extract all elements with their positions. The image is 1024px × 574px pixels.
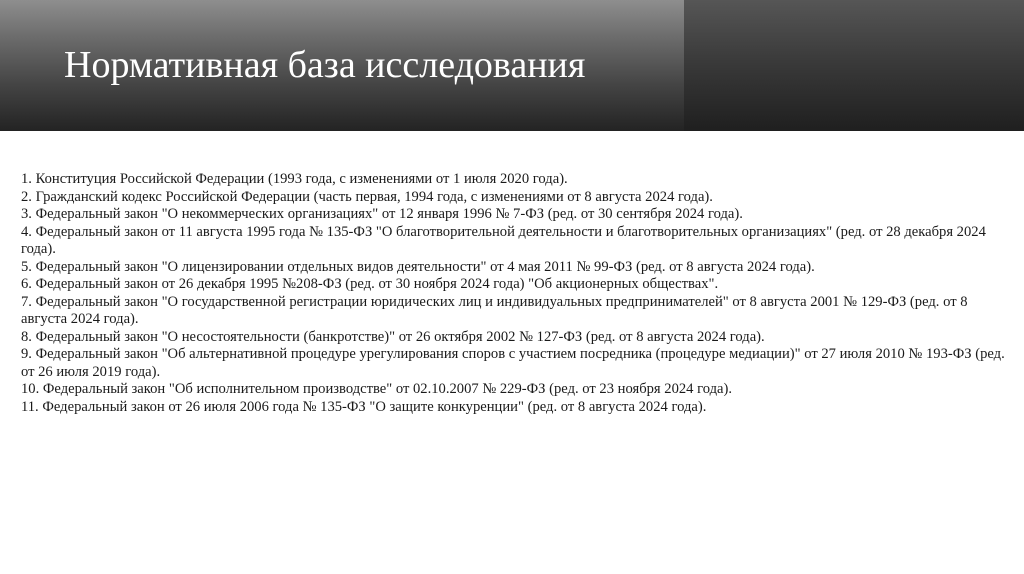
list-item: 9. Федеральный закон "Об альтернативной процедуре урегулирования споров с участием посредника (процедуре медиации)" от 27 июля 2010 № 193-ФЗ (ред. от 26 июля 2019 года). [21, 346, 1005, 380]
list-item: 10. Федеральный закон "Об исполнительном производстве" от 02.10.2007 № 229-ФЗ (ред. от 23 ноября 2024 года). [21, 381, 733, 397]
list-item: 3. Федеральный закон "О некоммерческих организациях" от 12 января 1996 № 7-ФЗ (ред. от 30 сентября 2024 года). [21, 206, 743, 222]
list-item: 7. Федеральный закон "О государственной регистрации юридических лиц и индивидуальных предпринимателей" от 8 августа 2001 № 129-ФЗ (ред. от 8 августа 2024 года). [21, 293, 968, 327]
list-item: 2. Гражданский кодекс Российской Федерации (часть первая, 1994 года, с изменениями от 8 августа 2024 года). [21, 188, 713, 205]
legal-acts-list [21, 171, 1006, 416]
list-item: 8. Федеральный закон "О несостоятельности (банкротстве)" от 26 октября 2002 № 127-ФЗ (ред. от 8 августа 2024 года). [21, 328, 765, 345]
slide-header [0, 0, 1024, 131]
list-item: 5. Федеральный закон "О лицензировании отдельных видов деятельности" от 4 мая 2011 № 99-ФЗ (ред. от 8 августа 2024 года). [21, 258, 815, 275]
list-item: 1. Конституция Российской Федерации (1993 года, с изменениями от 1 июля 2020 года). [21, 171, 568, 187]
header-dark-panel [684, 0, 1024, 131]
list-item: 11. Федеральный закон от 26 июля 2006 года № 135-ФЗ "О защите конкуренции" (ред. от 8 августа 2024 года). [21, 398, 707, 415]
list-item: 4. Федеральный закон от 11 августа 1995 года № 135-ФЗ "О благотворительной деятельности и благотворительных организациях" (ред. от 28 декабря 2024 года). [21, 223, 986, 257]
slide-title: Нормативная база исследования [64, 44, 586, 86]
list-item: 6. Федеральный закон от 26 декабря 1995 №208-ФЗ (ред. от 30 ноября 2024 года) "Об акционерных обществах". [21, 276, 719, 292]
